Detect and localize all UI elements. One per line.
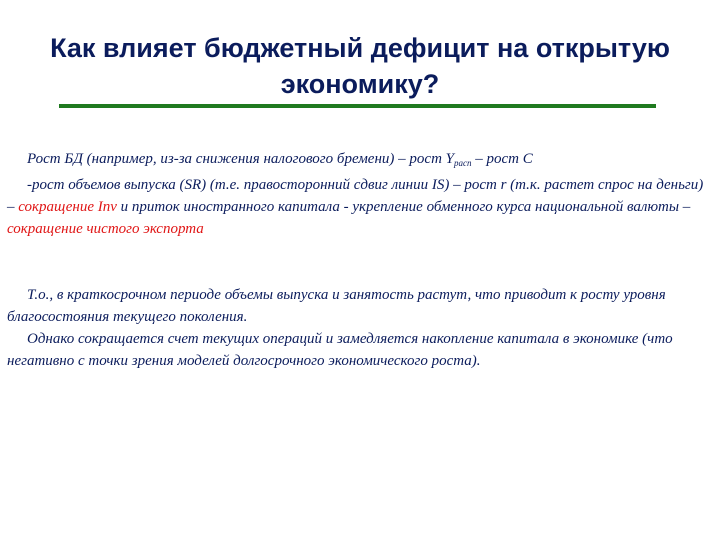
paragraph-however: Однако сокращается счет текущих операций и замедляется накопление капитала в экономике (что негативно с точки зрения моделей долгосрочного экономического роста). (7, 331, 673, 369)
p2-highlight-net-exports: сокращение чистого экспорта (7, 221, 204, 237)
slide-title (0, 30, 720, 102)
slide-body (7, 148, 713, 372)
paragraph-short-run: Т.о., в краткосрочном периоде объемы выпуска и занятость растут, что приводит к росту уровня благосостояния текущего поколения. (7, 287, 666, 325)
p1-text-a: Рост БД (например, из-за снижения налогового бремени) – рост Y (27, 151, 454, 167)
p2-text-b: и приток иностранного капитала - укрепление обменного курса национальной валюты – (116, 199, 691, 215)
paragraph-gap (7, 240, 713, 284)
title-line-2: экономику? (280, 69, 440, 99)
title-underline (59, 104, 656, 108)
p2-highlight-inv: сокращение Inv (18, 199, 117, 215)
paragraph-output-growth (7, 174, 713, 240)
p1-subscript: расп (454, 158, 472, 168)
paragraph-growth-budget-deficit (7, 148, 713, 174)
title-line-1: Как влияет бюджетный дефицит на открытую (50, 33, 670, 63)
p1-text-b: – рост С (471, 151, 533, 167)
p2-text-a: -рост объемов выпуска (SR) (т.е. правосторонний сдвиг линии IS) – рост r (т.к. растет спрос на деньги) – (7, 177, 704, 215)
